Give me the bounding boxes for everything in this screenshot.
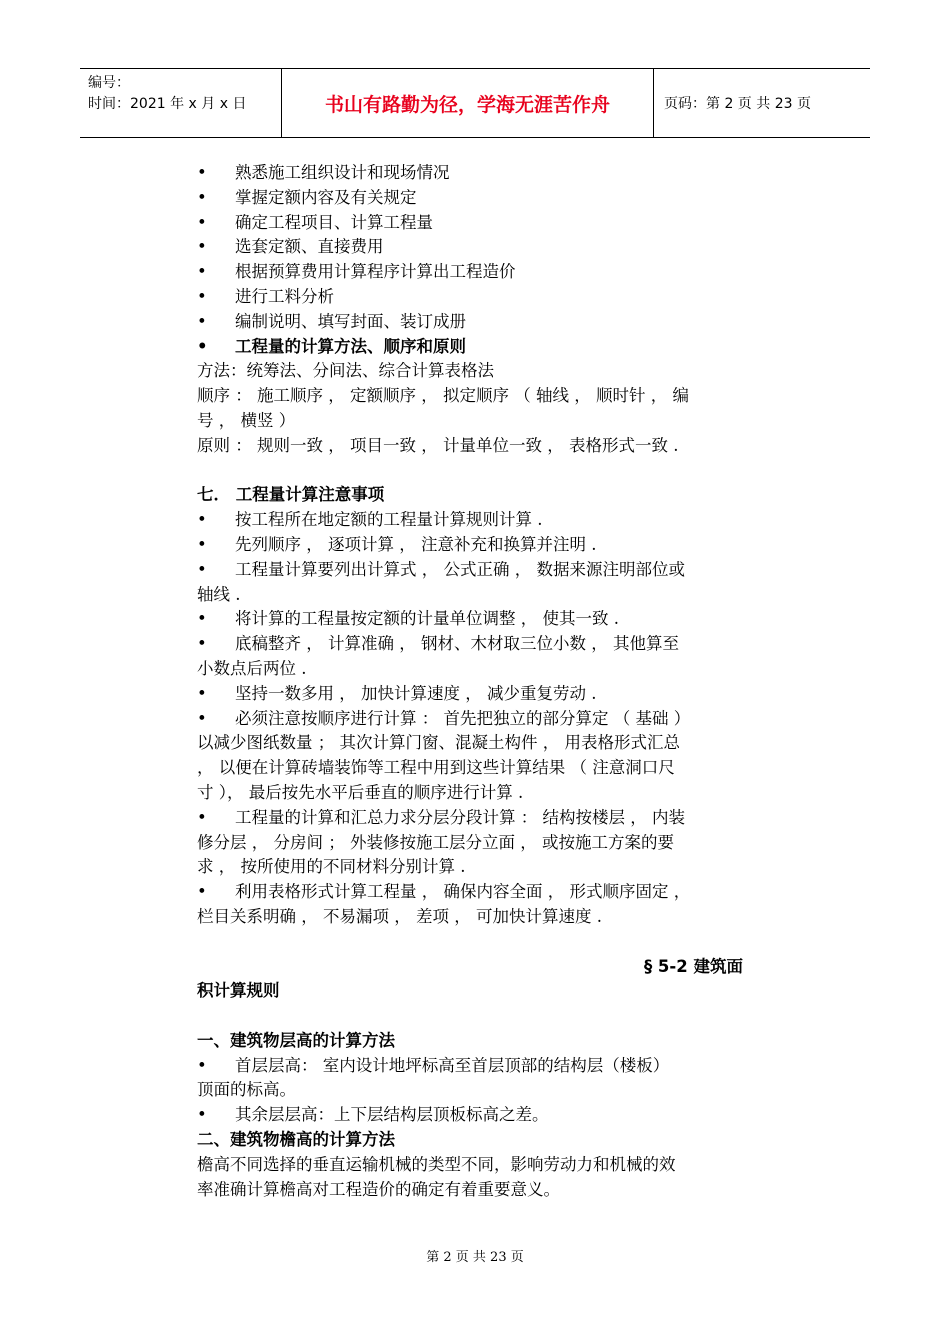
page-header — [80, 68, 870, 138]
bullet-icon: • — [197, 683, 207, 703]
bullet-item — [197, 260, 753, 285]
body-line — [197, 384, 753, 409]
bullet-icon: • — [197, 286, 207, 306]
section-heading — [197, 979, 753, 1004]
body-line — [197, 359, 753, 384]
bullet-icon: • — [197, 187, 207, 207]
section-heading — [197, 955, 753, 980]
document-date: 时间：2021 年 x 月 x 日 — [88, 96, 247, 112]
line-text: 原则 ： 规则一致 ， 项目一致 ， 计量单位一致 ， 表格形式一致 . — [197, 435, 679, 455]
line-text: 必须注意按顺序进行计算 ： 首先把独立的部分算定 （ 基础 ） — [235, 708, 691, 728]
line-text: 熟悉施工组织设计和现场情况 — [235, 163, 450, 182]
bullet-icon: • — [197, 559, 207, 579]
bullet-icon: • — [197, 882, 207, 902]
body-line — [197, 1153, 753, 1178]
bullet-icon: • — [197, 163, 207, 182]
bullet-item — [197, 310, 753, 335]
line-text: 工程量的计算方法、顺序和原则 — [235, 336, 466, 356]
line-text: 掌握定额内容及有关规定 — [235, 187, 417, 207]
line-text: 利用表格形式计算工程量 ， 确保内容全面 ， 形式顺序固定 ， — [235, 882, 691, 902]
line-text: 轴线 . — [197, 584, 241, 604]
line-text: 方法：统筹法、分间法、综合计算表格法 — [197, 361, 494, 381]
line-text: 号 ， 横竖 ） — [197, 410, 296, 430]
line-text: 编制说明、填写封面、装订成册 — [235, 311, 466, 331]
bullet-item — [197, 1103, 753, 1128]
line-text: 七． 工程量计算注意事项 — [197, 485, 385, 505]
line-text: 寸 ）， 最后按先水平后垂直的顺序进行计算 . — [197, 782, 524, 802]
bullet-icon: • — [197, 634, 207, 654]
body-line — [197, 731, 753, 756]
line-text: 确定工程项目、计算工程量 — [235, 212, 433, 232]
bullet-item — [197, 880, 753, 905]
document-number-label: 编号： — [88, 75, 130, 91]
header-meta — [80, 69, 282, 137]
blank-line — [197, 1004, 753, 1029]
line-text: § 5-2 建筑面 — [643, 956, 743, 976]
bullet-icon: • — [197, 262, 207, 282]
header-motto: 书山有路勤为径，学海无涯苦作舟 — [282, 69, 654, 137]
header-page-info: 页码：第 2 页 共 23 页 — [664, 96, 811, 112]
bullet-item — [197, 682, 753, 707]
line-text: 二、建筑物檐高的计算方法 — [197, 1130, 395, 1150]
bullet-item — [197, 558, 753, 583]
line-text: 积计算规则 — [197, 981, 280, 1001]
bullet-item — [197, 285, 753, 310]
section-heading — [197, 483, 753, 508]
line-text: 栏目关系明确 ， 不易漏项 ， 差项 ， 可加快计算速度 . — [197, 906, 602, 926]
blank-line — [197, 930, 753, 955]
bullet-item — [197, 1054, 753, 1079]
line-text: 选套定额、直接费用 — [235, 237, 384, 257]
bullet-icon: • — [197, 1105, 207, 1125]
bullet-item — [197, 335, 753, 360]
body-line — [197, 657, 753, 682]
bullet-icon: • — [197, 807, 207, 827]
line-text: 首层层高： 室内设计地坪标高至首层顶部的结构层（楼板） — [235, 1055, 670, 1075]
line-text: 顺序 ： 施工顺序 ， 定额顺序 ， 拟定顺序 （ 轴线 ， 顺时针 ， 编 — [197, 386, 689, 406]
body-line — [197, 855, 753, 880]
bullet-item — [197, 186, 753, 211]
line-text: 顶面的标高。 — [197, 1080, 296, 1100]
bullet-item — [197, 533, 753, 558]
bullet-icon: • — [197, 311, 207, 331]
bullet-item — [197, 508, 753, 533]
bullet-icon: • — [197, 534, 207, 554]
line-text: 进行工料分析 — [235, 286, 334, 306]
bullet-item — [197, 161, 753, 186]
bullet-icon: • — [197, 1055, 207, 1075]
body-line — [197, 1078, 753, 1103]
section-heading — [197, 1029, 753, 1054]
line-text: 根据预算费用计算程序计算出工程造价 — [235, 262, 516, 282]
line-text: 工程量的计算和汇总力求分层分段计算 ： 结构按楼层 ， 内装 — [235, 807, 685, 827]
body-line — [197, 831, 753, 856]
line-text: 率准确计算檐高对工程造价的确定有着重要意义。 — [197, 1179, 560, 1199]
bullet-icon: • — [197, 708, 207, 728]
bullet-icon: • — [197, 212, 207, 232]
line-text: 以减少图纸数量 ； 其次计算门窗、混凝土构件 ， 用表格形式汇总 — [197, 733, 680, 753]
body-line — [197, 756, 753, 781]
blank-line — [197, 459, 753, 484]
body-line — [197, 1178, 753, 1203]
body-line — [197, 781, 753, 806]
line-text: ， 以便在计算砖墙装饰等工程中用到这些计算结果 （ 注意洞口尺 — [197, 758, 675, 778]
line-text: 底稿整齐 ， 计算准确 ， 钢材、木材取三位小数 ， 其他算至 — [235, 634, 679, 654]
line-text: 一、建筑物层高的计算方法 — [197, 1030, 395, 1050]
bullet-item — [197, 235, 753, 260]
bullet-item — [197, 607, 753, 632]
line-text: 修分层 ， 分房间 ； 外装修按施工层分立面 ， 或按施工方案的要 — [197, 832, 674, 852]
line-text: 檐高不同选择的垂直运输机械的类型不同，影响劳动力和机械的效 — [197, 1154, 676, 1174]
bullet-item — [197, 806, 753, 831]
line-text: 小数点后两位 . — [197, 658, 307, 678]
body-line — [197, 905, 753, 930]
line-text: 先列顺序 ， 逐项计算 ， 注意补充和换算并注明 . — [235, 534, 597, 554]
line-text: 按工程所在地定额的工程量计算规则计算 . — [235, 510, 543, 530]
line-text: 其余层层高：上下层结构层顶板标高之差。 — [235, 1105, 549, 1125]
line-text: 坚持一数多用 ， 加快计算速度 ， 减少重复劳动 . — [235, 683, 597, 703]
page-footer: 第 2 页 共 23 页 — [426, 1250, 524, 1265]
bullet-item — [197, 632, 753, 657]
bullet-icon: • — [197, 609, 207, 629]
bullet-icon: • — [197, 336, 208, 356]
line-text: 工程量计算要列出计算式 ， 公式正确 ， 数据来源注明部位或 — [235, 559, 685, 579]
body-line — [197, 434, 753, 459]
bullet-icon: • — [197, 237, 207, 257]
document-body — [197, 161, 753, 1202]
bullet-item — [197, 707, 753, 732]
bullet-icon: • — [197, 510, 207, 530]
line-text: 求 ， 按所使用的不同材料分别计算 . — [197, 857, 466, 877]
body-line — [197, 583, 753, 608]
bullet-item — [197, 211, 753, 236]
section-heading — [197, 1128, 753, 1153]
body-line — [197, 409, 753, 434]
line-text: 将计算的工程量按定额的计量单位调整 ， 使其一致 . — [235, 609, 619, 629]
